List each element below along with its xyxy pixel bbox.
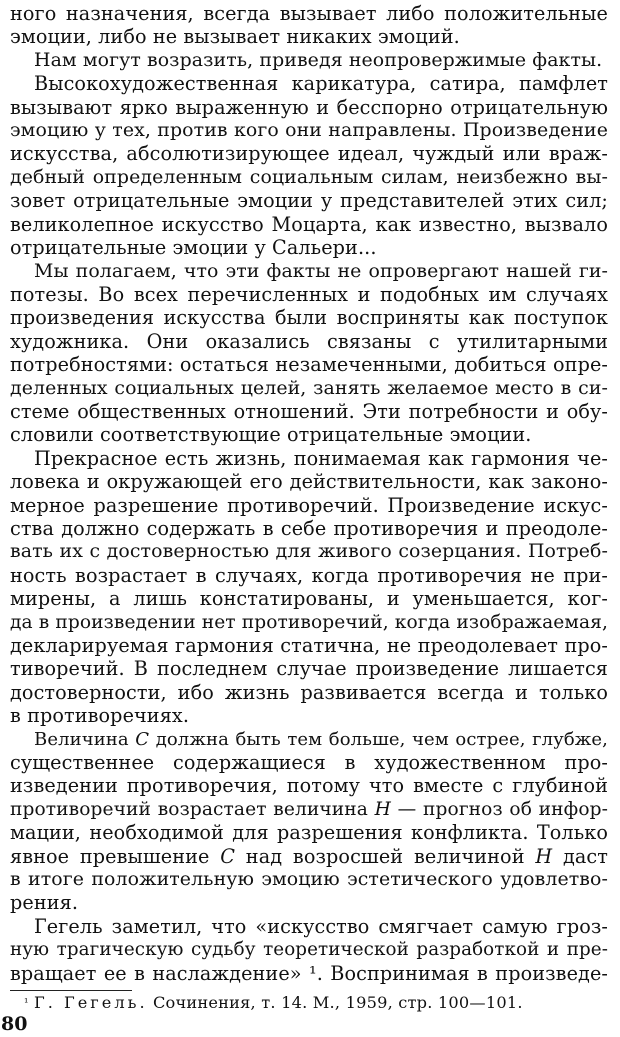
text-line: великолепное искусство Моцарта, как известно, вызвало xyxy=(10,212,608,236)
text-line: художника. Они оказались связаны с утилитарными xyxy=(10,329,608,353)
text-line: мации, необходимой для разрешения конфликта. Только xyxy=(10,821,608,845)
text-line: Прекрасное есть жизнь, понимаемая как гармония че- xyxy=(34,446,608,470)
text-line: вать их с достоверностью для живого созерцания. Потреб- xyxy=(10,540,608,563)
text-line: ловека и окружающей его действительности, как законо- xyxy=(10,470,608,494)
text-line: изведении противоречия, потому что вместе с глубиной xyxy=(10,774,608,798)
text-line: достоверности, ибо жизнь развивается всегда и только xyxy=(10,680,608,704)
text-line: эмоцию у тех, против кого они направлены. Произведение xyxy=(10,119,608,141)
text-line: мирены, а лишь констатированы, и уменьшается, ког- xyxy=(10,587,608,611)
text-line: произведения искусства были восприняты как поступок xyxy=(10,306,608,330)
text-line: дебный определенным социальным силам, неизбежно вы- xyxy=(10,165,608,188)
text-line: отрицательные эмоции у Сальери... xyxy=(10,236,377,259)
text-line: стеме общественных отношений. Эти потребности и обу- xyxy=(10,399,608,423)
text-line: Мы полагаем, что эти факты не опровергают нашей ги- xyxy=(34,259,608,282)
text-line: тиворечий. В последнем случае произведение лишается xyxy=(10,657,608,681)
text-line: ную трагическую судьбу теоретической разработкой и пре- xyxy=(10,939,608,961)
text-line: Гегель заметил, что «искусство смягчает самую гроз- xyxy=(34,914,608,938)
text-line: да в произведении нет противоречий, когда изображаемая, xyxy=(10,611,608,633)
text-line: словили соответствующие отрицательные эмоции. xyxy=(10,423,532,447)
text-line: Нам могут возразить, приведя неопровержимые факты. xyxy=(34,48,603,71)
footnote-divider xyxy=(10,990,132,991)
text-line: противоречий возрастает величина H — прогноз об инфор- xyxy=(10,798,608,820)
text-line: вызывают ярко выраженную и бесспорно отрицательную xyxy=(10,95,608,119)
text-line: Высокохудожественная карикатура, сатира, памфлет xyxy=(34,72,608,96)
text-line: искусства, абсолютизирующее идеал, чуждый или враж- xyxy=(10,142,608,166)
text-line: вращает ее в наслаждение» ¹. Воспринимая в произведе- xyxy=(10,961,608,985)
text-line: в итоге положительную эмоцию эстетического удовлетво- xyxy=(10,868,608,890)
text-line: зовет отрицательные эмоции у представителей этих сил; xyxy=(10,189,608,213)
text-line: явное превышение C над возросшей величиной H даст xyxy=(10,844,608,868)
text-line: Величина C должна быть тем больше, чем острее, глубже, xyxy=(34,728,608,750)
footnote-author: Г. Гегель. xyxy=(33,993,148,1012)
text-line: мерное разрешение противоречий. Произведение искус- xyxy=(10,493,608,517)
text-line: ства должно содержать в себе противоречия и преодоле- xyxy=(10,516,608,540)
footnote xyxy=(10,993,608,1013)
footnote-text: Сочинения, т. 14. М., 1959, стр. 100—101. xyxy=(152,993,523,1012)
text-line: существеннее содержащиеся в художественном про- xyxy=(10,751,608,774)
text-line: эмоции, либо не вызывает никаких эмоций. xyxy=(10,25,460,49)
text-line: ного назначения, всегда вызывает либо положительные xyxy=(10,2,608,25)
text-line: потезы. Во всех перечисленных и подобных им случаях xyxy=(10,282,608,306)
text-line: ность возрастает в случаях, когда противоречия не при- xyxy=(10,563,608,587)
text-line: рения. xyxy=(10,891,79,915)
text-line: потребностями: остаться незамеченными, добиться опре- xyxy=(10,353,608,377)
text-line: в противоречиях. xyxy=(10,704,190,728)
page-number: 80 xyxy=(1,1013,28,1035)
text-line: декларируемая гармония статична, не преодолевает про- xyxy=(10,633,608,657)
text-line: деленных социальных целей, занять желаемое место в си- xyxy=(10,376,608,399)
footnote-marker: ¹ xyxy=(24,996,29,1009)
